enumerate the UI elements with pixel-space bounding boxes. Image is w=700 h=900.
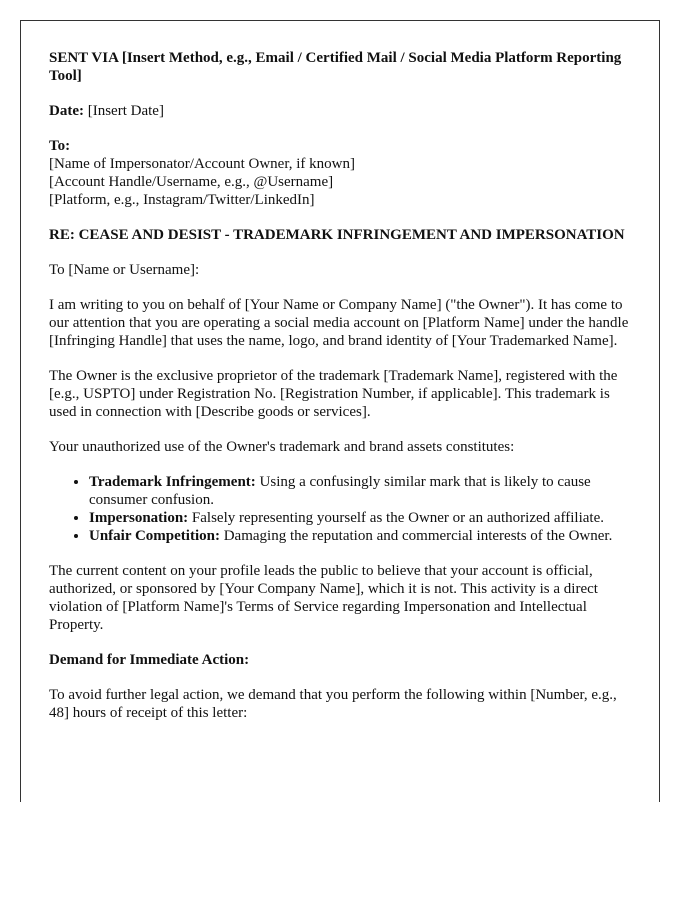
paragraph-content: The current content on your profile leads the public to believe that your account is official, authorized, or sponsored by [Your Company Name], which it is not. This activity is a direct violation of [Platform Name]'s Terms of Service regarding Impersonation and Intellectual Property. (49, 563, 598, 633)
list-item (89, 509, 631, 527)
date-value: [Insert Date] (83, 103, 164, 119)
violation-term: Trademark Infringement: (89, 474, 256, 490)
list-item (89, 473, 631, 509)
violations-list (49, 473, 631, 545)
recipient-block (49, 137, 631, 209)
paragraph-violations-intro: Your unauthorized use of the Owner's trademark and brand assets constitutes: (49, 439, 515, 455)
date-line (49, 102, 631, 120)
violation-desc: Damaging the reputation and commercial interests of the Owner. (219, 528, 613, 544)
paragraph-intro: I am writing to you on behalf of [Your Name or Company Name] ("the Owner"). It has come to our attention that you are operating a social media account on [Platform Name] under the handle [Infringing Handle] that uses the name, logo, and brand identity of [Your Trademarked Name]. (49, 297, 629, 349)
recipient-platform: [Platform, e.g., Instagram/Twitter/LinkedIn] (49, 192, 315, 208)
violation-desc: Using a confusingly similar mark that is likely to cause consumer confusion. (89, 474, 591, 508)
paragraph-demand: To avoid further legal action, we demand that you perform the following within [Number, e.g., 48] hours of receipt of this letter: (49, 687, 617, 721)
letter-page (20, 20, 660, 802)
date-label: Date: (49, 103, 84, 119)
list-item (89, 527, 631, 545)
subject-line: RE: CEASE AND DESIST - TRADEMARK INFRINGEMENT AND IMPERSONATION (49, 227, 625, 243)
recipient-handle: [Account Handle/Username, e.g., @Username] (49, 174, 334, 190)
salutation: To [Name or Username]: (49, 262, 200, 278)
violation-desc: Falsely representing yourself as the Owner or an authorized affiliate. (188, 510, 604, 526)
sent-via-line: SENT VIA [Insert Method, e.g., Email / Certified Mail / Social Media Platform Reporting Tool] (49, 50, 622, 84)
paragraph-trademark: The Owner is the exclusive proprietor of the trademark [Trademark Name], registered with the [e.g., USPTO] under Registration No. [Registration Number, if applicable]. This trademark is used in connection with [Describe goods or services]. (49, 368, 618, 420)
recipient-name: [Name of Impersonator/Account Owner, if known] (49, 156, 355, 172)
violation-term: Unfair Competition: (89, 528, 220, 544)
demand-heading: Demand for Immediate Action: (49, 652, 250, 668)
violation-term: Impersonation: (89, 510, 189, 526)
to-label: To: (49, 138, 71, 154)
